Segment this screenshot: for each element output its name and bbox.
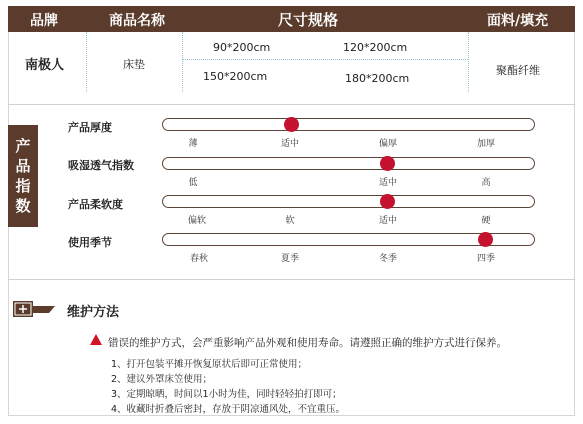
header-material: 面料/填充 (487, 13, 549, 29)
softness-indicator (380, 194, 395, 209)
index-label-thickness: 产品厚度 (68, 121, 112, 134)
maintenance-step: 3、定期晾晒，时间以1小时为佳，同时轻轻拍打即可； (111, 389, 342, 400)
header-size-spec: 尺寸规格 (278, 11, 339, 29)
index-label-season: 使用季节 (68, 236, 112, 249)
size-option: 120*200cm (343, 41, 408, 54)
scale-tick: 冬季 (378, 254, 398, 264)
warning-icon (90, 334, 102, 345)
scale-tick: 偏厚 (378, 139, 398, 149)
breathability-scale (162, 157, 535, 170)
scale-tick: 四季 (476, 254, 496, 264)
softness-scale (162, 195, 535, 208)
scale-tick: 适中 (378, 178, 398, 188)
scale-tick: 适中 (378, 216, 398, 226)
maintenance-step: 4、收藏时折叠后密封，存放于阴凉通风处，不宜重压。 (111, 404, 346, 415)
table-divider (182, 32, 183, 92)
table-divider (468, 32, 469, 92)
section-divider (8, 104, 575, 105)
table-divider (86, 32, 87, 92)
scale-tick: 偏软 (187, 216, 207, 226)
tab-char: 产 (15, 137, 31, 155)
spec-header-bar (8, 6, 575, 32)
scale-tick: 低 (188, 178, 198, 188)
tab-char: 品 (15, 157, 31, 175)
add-icon (13, 300, 55, 318)
header-brand: 品牌 (30, 13, 58, 29)
index-label-softness: 产品柔软度 (68, 198, 123, 211)
scale-tick: 加厚 (476, 139, 496, 149)
breathability-indicator (380, 156, 395, 171)
size-option: 180*200cm (345, 72, 410, 85)
scale-tick: 夏季 (280, 254, 300, 264)
thickness-scale (162, 118, 535, 131)
tab-char: 数 (15, 197, 31, 215)
section-divider (8, 279, 575, 280)
season-indicator (478, 232, 493, 247)
material-value: 聚酯纤维 (496, 64, 540, 77)
index-label-breathability: 吸湿透气指数 (68, 159, 134, 172)
scale-tick: 软 (285, 216, 295, 226)
thickness-indicator (284, 117, 299, 132)
maintenance-step: 2、建议外罩床笠使用； (111, 374, 213, 385)
scale-tick: 春秋 (189, 254, 209, 264)
size-option: 150*200cm (203, 70, 268, 83)
header-product-name: 商品名称 (109, 13, 165, 29)
maintenance-step: 1、打开包装平摊开恢复原状后即可正常使用； (111, 359, 308, 370)
scale-tick: 硬 (481, 216, 491, 226)
maintenance-title: 维护方法 (67, 305, 120, 320)
scale-tick: 薄 (188, 139, 198, 149)
product-index-tab (8, 125, 38, 227)
table-divider (182, 59, 468, 60)
brand-value: 南极人 (25, 58, 65, 73)
scale-tick: 高 (481, 178, 491, 188)
tab-char: 指 (15, 177, 31, 195)
product-name-value: 床垫 (123, 58, 145, 71)
maintenance-warning: 错误的维护方式，会严重影响产品外观和使用寿命。请遵照正确的维护方式进行保养。 (108, 337, 507, 349)
scale-tick: 适中 (280, 139, 300, 149)
size-option: 90*200cm (213, 41, 271, 54)
